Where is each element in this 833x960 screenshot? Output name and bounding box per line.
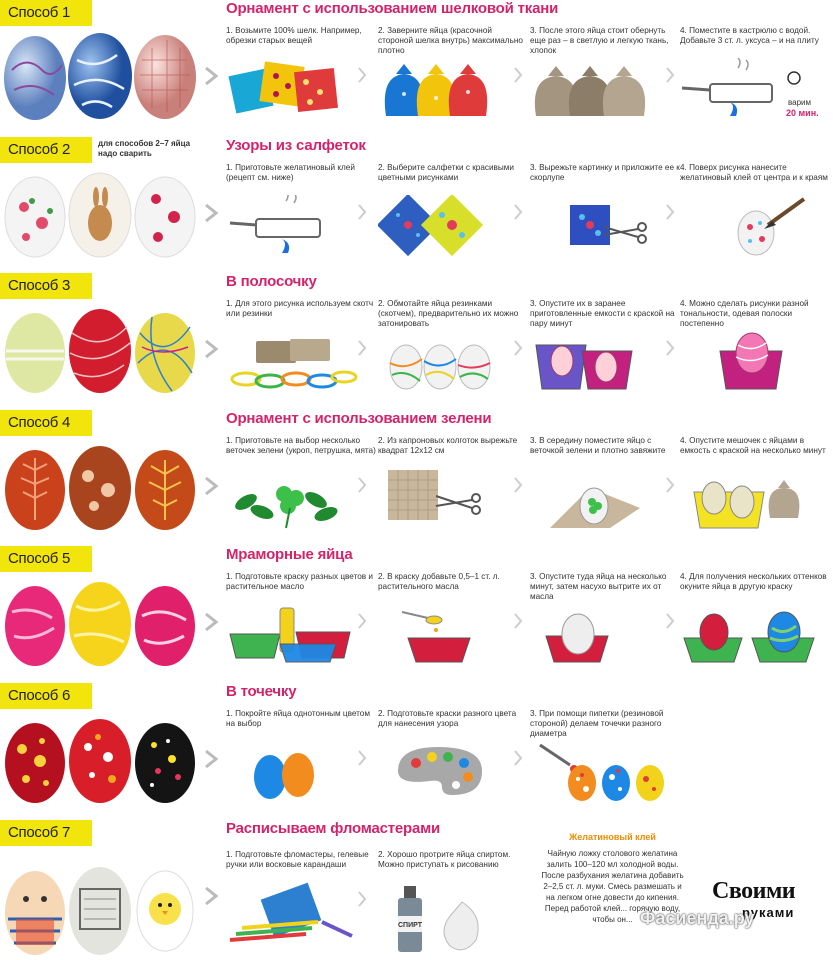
- step-1: [226, 572, 376, 672]
- step-text: 3. Опустите туда яйца на несколько минут, затем насухо вытрите их от масла: [530, 572, 667, 601]
- step-1: [226, 163, 376, 263]
- second-dye-icon: [680, 604, 830, 666]
- step-4: [680, 299, 830, 399]
- step-text: 2. Обмотайте яйца резинками (скотчем), предварительно их можно затонировать: [378, 299, 519, 328]
- step-text: 4. Поверх рисунка нанесите желатиновый клей от центра и к краям: [680, 163, 828, 182]
- colored-eggs-icon: [226, 741, 366, 803]
- step-4: [680, 436, 830, 536]
- step-4: [680, 26, 830, 126]
- arrow-icon: [204, 476, 218, 496]
- striped-eggs-photo: [2, 303, 198, 395]
- arrow-icon: [356, 440, 368, 530]
- section-title: В полосочку: [226, 273, 317, 290]
- step-text: 3. После этого яйца стоит обернуть еще раз – в светлую и легкую ткань, хлопок: [530, 26, 669, 55]
- step-3: [530, 299, 680, 399]
- oil-spoon-icon: [378, 604, 518, 666]
- step-text: 1. Подготовьте фломастеры, гелевые ручки или восковые карандаши: [226, 850, 369, 869]
- step-text: 4. Можно сделать рисунки разной тональности, одевая полоски постепенно: [680, 299, 809, 328]
- arrow-icon: [356, 30, 368, 120]
- egg-in-dye-icon: [530, 604, 670, 666]
- silk-eggs-photo: [2, 30, 198, 122]
- section-7: [0, 820, 833, 960]
- silk-scraps-icon: [226, 58, 366, 120]
- step-2: [378, 299, 528, 399]
- section-2: [0, 137, 833, 272]
- step-3: [530, 572, 680, 672]
- step-text: 2. Заверните яйца (красочной стороной шелка внутрь) максимально плотно: [378, 26, 523, 55]
- palette-icon: [378, 741, 518, 803]
- method-tag: Способ 5: [0, 546, 92, 572]
- step-text: 1. Возьмите 100% шелк. Например, обрезки старых вещей: [226, 26, 362, 45]
- recipe-title: Желатиновый клей: [569, 832, 656, 842]
- step-1: [226, 709, 376, 809]
- step-text: 1. Приготовьте желатиновый клей (рецепт см. ниже): [226, 163, 355, 182]
- boil-time: 20 мин.: [786, 108, 819, 118]
- step-2: [378, 850, 528, 950]
- wrapped-eggs-icon: [378, 58, 518, 120]
- arrow-icon: [356, 303, 368, 393]
- section-4: [0, 410, 833, 545]
- step-3: [530, 709, 700, 809]
- method-note: для способов 2–7 яйца надо сварить: [98, 139, 191, 158]
- section-1: [0, 0, 833, 135]
- arrow-icon: [512, 30, 524, 120]
- step-2: [378, 709, 528, 809]
- arrow-icon: [356, 854, 368, 944]
- step-text: 2. Из капроновых колготок вырежьте квадрат 12х12 см: [378, 436, 518, 455]
- markers-icon: [226, 882, 366, 944]
- step-text: 3. В середину поместите яйцо с веточкой зелени и плотно завяжите: [530, 436, 666, 455]
- drawn-eggs-photo: [2, 850, 198, 960]
- step-text: 2. Хорошо протрите яйца спиртом. Можно приступать к рисованию: [378, 850, 511, 869]
- arrow-icon: [512, 167, 524, 257]
- section-5: [0, 546, 833, 681]
- dye-cups-icon: [530, 331, 670, 393]
- method-tag: Способ 6: [0, 683, 92, 709]
- section-title: Узоры из салфеток: [226, 137, 366, 154]
- logo-line-1: Своими: [712, 878, 796, 904]
- egg-on-stocking-icon: [530, 468, 670, 530]
- recipe-body: Чайную ложку столового желатина залить 100–120 мл холодной воды. После разбухания желатина добавить 2–2,5 ст. л. муки. Смесь размешать и на легком огне довести до кипения. Перед работой клей... горячую воду, чтобы он...: [541, 849, 684, 924]
- bags-in-dye-icon: [680, 468, 820, 530]
- step-3: [530, 163, 680, 263]
- step-1: [226, 436, 376, 536]
- arrow-icon: [512, 713, 524, 803]
- method-tag: Способ 2: [0, 137, 92, 163]
- arrow-icon: [204, 203, 218, 223]
- step-text: 1. Приготовьте на выбор несколько веточек зелени (укроп, петрушка, мята): [226, 436, 376, 455]
- step-2: [378, 26, 528, 126]
- step-1: [226, 26, 376, 126]
- step-text: 2. Подготовьте краски разного цвета для нанесения узора: [378, 709, 517, 728]
- step-text: 1. Покройте яйца однотонным цветом на выбор: [226, 709, 370, 728]
- arrow-icon: [356, 713, 368, 803]
- method-tag: Способ 4: [0, 410, 92, 436]
- arrow-icon: [664, 30, 676, 120]
- step-2: [378, 436, 528, 536]
- step-1: [226, 850, 376, 950]
- arrow-icon: [204, 612, 218, 632]
- brush-egg-icon: [680, 195, 820, 257]
- section-title: В точечку: [226, 683, 297, 700]
- step-text: 3. При помощи пипетки (резиновой стороной) делаем точечки разного диаметра: [530, 709, 664, 738]
- watermark: Фасиенда.ру: [640, 908, 755, 928]
- step-1: [226, 299, 376, 399]
- step-text: 4. Для получения нескольких оттенков окуните яйца в другую краску: [680, 572, 827, 591]
- step-3: [530, 26, 680, 126]
- scissors-cut-icon: [530, 195, 670, 257]
- method-tag: Способ 1: [0, 0, 92, 26]
- pot-glue-icon: [226, 195, 366, 257]
- arrow-icon: [356, 576, 368, 666]
- step-2: [378, 163, 528, 263]
- section-title: Орнамент с использованием зелени: [226, 410, 492, 427]
- stocking-square-icon: [378, 468, 518, 530]
- herb-eggs-photo: [2, 440, 198, 532]
- boil-label: варим: [788, 98, 812, 107]
- marble-eggs-photo: [2, 576, 198, 668]
- arrow-icon: [204, 339, 218, 359]
- bottle-label: СПИРТ: [398, 922, 422, 929]
- arrow-icon: [664, 303, 676, 393]
- step-4: [680, 163, 830, 263]
- tape-rubber-bands-icon: [226, 331, 366, 393]
- section-3: [0, 273, 833, 408]
- step-text: 3. Вырежьте картинку и приложите ее к скорлупе: [530, 163, 680, 182]
- section-title: Расписываем фломастерами: [226, 820, 441, 837]
- arrow-icon: [512, 576, 524, 666]
- arrow-icon: [204, 749, 218, 769]
- dye-cup-egg-icon: [680, 331, 820, 393]
- logo-line-2: руками: [742, 905, 795, 920]
- alcohol-bottle-icon: [378, 882, 518, 952]
- arrow-icon: [664, 167, 676, 257]
- dye-bowls-oil-icon: [226, 604, 366, 666]
- step-text: 4. Опустите мешочек с яйцами в емкость с краской на несколько минут: [680, 436, 826, 455]
- method-tag: Способ 7: [0, 820, 92, 846]
- banded-eggs-icon: [378, 331, 518, 393]
- step-text: 2. Выберите салфетки с красивыми цветными рисунками: [378, 163, 514, 182]
- napkins-icon: [378, 195, 518, 257]
- section-6: [0, 683, 833, 818]
- step-text: 3. Опустите их в заранее приготовленные емкости с краской на пару минут: [530, 299, 675, 328]
- pipette-dots-icon: [530, 741, 680, 803]
- step-3: [530, 436, 680, 536]
- arrow-icon: [204, 886, 218, 906]
- cloth-bags-icon: [530, 58, 670, 120]
- herbs-icon: [226, 468, 366, 530]
- arrow-icon: [664, 576, 676, 666]
- step-text: 4. Поместите в кастрюлю с водой. Добавьте 3 ст. л. уксуса – и на плиту: [680, 26, 819, 45]
- dotted-eggs-photo: [2, 713, 198, 805]
- method-tag: Способ 3: [0, 273, 92, 299]
- step-4: [680, 572, 830, 672]
- arrow-icon: [204, 66, 218, 86]
- arrow-icon: [664, 440, 676, 530]
- section-title: Орнамент с использованием шелковой ткани: [226, 0, 559, 17]
- section-title: Мраморные яйца: [226, 546, 353, 563]
- arrow-icon: [512, 440, 524, 530]
- step-text: 2. В краску добавьте 0,5–1 ст. л. растительного масла: [378, 572, 500, 591]
- step-text: 1. Подготовьте краску разных цветов и растительное масло: [226, 572, 373, 591]
- arrow-icon: [512, 303, 524, 393]
- step-2: [378, 572, 528, 672]
- step-text: 1. Для этого рисунка используем скотч или резинки: [226, 299, 374, 318]
- arrow-icon: [356, 167, 368, 257]
- napkin-eggs-photo: [2, 167, 198, 259]
